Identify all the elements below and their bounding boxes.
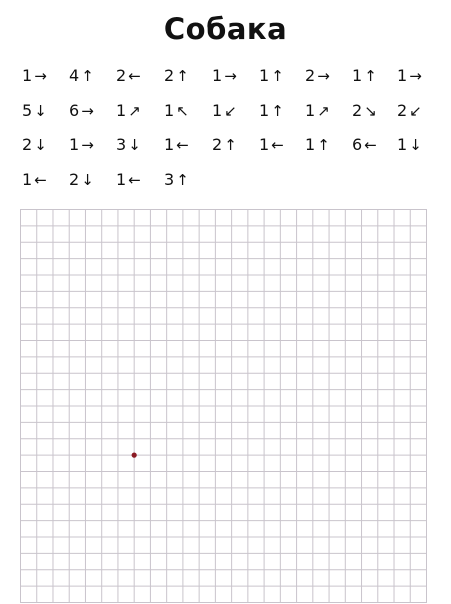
instruction-step — [22, 170, 47, 189]
instruction-list — [22, 66, 442, 204]
step-direction-arrow: ↙ — [224, 101, 237, 120]
step-count: 1 — [22, 169, 33, 189]
step-direction-arrow: ← — [128, 170, 141, 189]
step-count: 6 — [352, 135, 363, 154]
step-direction-arrow: → — [81, 101, 94, 120]
step-count: 1 — [116, 100, 127, 120]
instruction-step — [259, 101, 284, 120]
step-count: 2 — [22, 135, 33, 154]
step-count: 6 — [69, 100, 80, 120]
instruction-step — [305, 135, 330, 154]
step-direction-arrow: ↓ — [128, 136, 141, 154]
step-count: 3 — [116, 135, 127, 154]
step-direction-arrow: → — [409, 67, 422, 85]
step-count: 2 — [352, 100, 363, 120]
instruction-step — [212, 101, 237, 120]
instruction-step — [352, 66, 377, 85]
step-count: 1 — [259, 135, 270, 154]
instruction-step — [116, 101, 141, 120]
step-direction-arrow: ↑ — [271, 101, 284, 120]
instruction-step — [259, 135, 284, 154]
instruction-step — [305, 101, 330, 120]
step-direction-arrow: ↓ — [34, 101, 47, 120]
step-count: 2 — [69, 169, 80, 189]
drawing-grid[interactable] — [20, 209, 427, 603]
page-title: Собака — [163, 12, 288, 46]
step-direction-arrow: → — [34, 67, 47, 85]
instruction-step — [22, 101, 47, 120]
step-count: 1 — [352, 66, 363, 85]
instruction-step — [397, 66, 422, 85]
step-count: 1 — [259, 100, 270, 120]
start-point-dot — [132, 453, 137, 458]
step-count: 1 — [305, 100, 316, 120]
step-count: 2 — [397, 100, 408, 120]
instruction-step — [164, 101, 189, 120]
step-count: 2 — [305, 66, 316, 85]
step-count: 2 — [212, 135, 223, 154]
instruction-step — [69, 135, 94, 154]
instruction-step — [69, 66, 94, 85]
instruction-step — [164, 135, 189, 154]
instruction-step — [352, 135, 377, 154]
step-direction-arrow: ↓ — [81, 170, 94, 189]
step-count: 1 — [69, 135, 80, 154]
step-direction-arrow: ↑ — [81, 67, 94, 85]
step-count: 4 — [69, 66, 80, 85]
step-count: 1 — [212, 100, 223, 120]
instruction-step — [259, 66, 284, 85]
step-direction-arrow: ← — [128, 67, 141, 85]
instruction-step — [212, 135, 237, 154]
step-direction-arrow: ← — [176, 136, 189, 154]
step-count: 1 — [22, 66, 33, 85]
step-direction-arrow: ↘ — [364, 101, 377, 120]
instruction-row — [22, 66, 442, 101]
step-direction-arrow: ↖ — [176, 101, 189, 120]
instruction-step — [164, 66, 189, 85]
instruction-step — [352, 101, 377, 120]
step-count: 1 — [397, 66, 408, 85]
instruction-step — [22, 66, 47, 85]
instruction-row — [22, 170, 442, 205]
instruction-step — [116, 170, 141, 189]
step-direction-arrow: ↑ — [271, 67, 284, 85]
step-direction-arrow: ↑ — [224, 136, 237, 154]
step-count: 5 — [22, 100, 33, 120]
step-direction-arrow: ↑ — [317, 136, 330, 154]
step-direction-arrow: → — [81, 136, 94, 154]
step-count: 2 — [116, 66, 127, 85]
instruction-step — [164, 170, 189, 189]
instruction-step — [116, 66, 141, 85]
instruction-step — [305, 66, 330, 85]
step-count: 1 — [397, 135, 408, 154]
step-direction-arrow: ↓ — [34, 136, 47, 154]
step-count: 1 — [259, 66, 270, 85]
grid-canvas[interactable] — [20, 209, 427, 603]
instruction-step — [397, 135, 422, 154]
step-direction-arrow: ↑ — [176, 170, 189, 189]
step-direction-arrow: ← — [364, 136, 377, 154]
step-direction-arrow: ↓ — [409, 136, 422, 154]
instruction-step — [397, 101, 422, 120]
instruction-row — [22, 101, 442, 136]
instruction-step — [69, 170, 94, 189]
step-count: 1 — [305, 135, 316, 154]
step-direction-arrow: → — [317, 67, 330, 85]
step-direction-arrow: ↑ — [364, 67, 377, 85]
step-direction-arrow: ↙ — [409, 101, 422, 120]
instruction-step — [116, 135, 141, 154]
step-direction-arrow: ↗ — [128, 101, 141, 120]
instruction-row — [22, 135, 442, 170]
instruction-step — [69, 101, 94, 120]
step-direction-arrow: ← — [34, 170, 47, 189]
step-count: 1 — [212, 66, 223, 85]
instruction-step — [212, 66, 237, 85]
step-count: 1 — [116, 169, 127, 189]
step-count: 1 — [164, 100, 175, 120]
step-count: 2 — [164, 66, 175, 85]
step-count: 1 — [164, 135, 175, 154]
step-direction-arrow: ↑ — [176, 67, 189, 85]
instruction-step — [22, 135, 47, 154]
step-count: 3 — [164, 169, 175, 189]
step-direction-arrow: ← — [271, 136, 284, 154]
step-direction-arrow: ↗ — [317, 101, 330, 120]
step-direction-arrow: → — [224, 67, 237, 85]
